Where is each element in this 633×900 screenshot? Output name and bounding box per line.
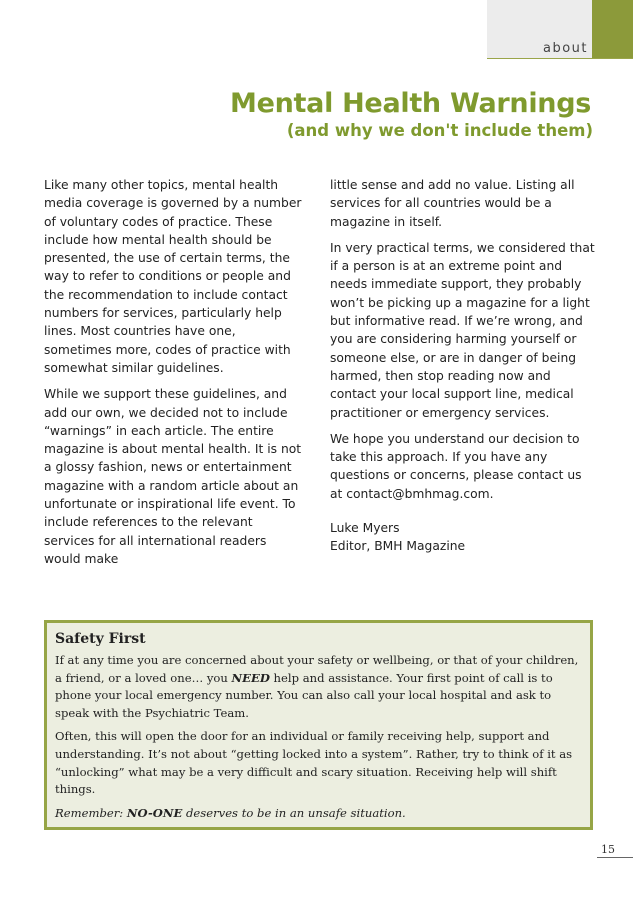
no-one-emphasis: NO-ONE [126,805,183,820]
page-title: Mental Health Warnings [230,88,591,119]
safety-text: If at any time you are concerned about your safety or wellbeing, or that of your children, a friend, or a loved one… you [55,653,579,685]
page-number-rule [597,857,633,858]
safety-paragraph [55,652,581,722]
remember-note [55,805,581,823]
safety-paragraph: Often, this will open the door for an individual or family receiving help, support and understanding. It’s not about “getting locked into a system”. Rather, try to think of it as “unlocking” what may be a very difficult and scary situation. Receiving help will shift things. [55,729,573,797]
signature-role: Editor, BMH Magazine [330,539,466,554]
page-number: 15 [601,843,615,856]
contact-text: We hope you understand our decision to take this approach. If you have any questions or concerns, please contact us at contact@bmhmag.com. [330,431,582,501]
body-paragraph: In very practical terms, we considered that if a person is at an extreme point and needs immediate support, they probably won’t be picking up a magazine for a light but informative read. If we’re wrong, and you are considering harming yourself or someone else, or are in danger of being harmed, then stop reading now and contact your local support line, medical practitioner or emergency services. [330,240,595,420]
remember-text: deserves to be in an unsafe situation. [182,805,406,820]
left-column [44,176,306,576]
right-column [330,176,595,556]
body-paragraph: little sense and add no value. Listing all services for all countries would be a magazine in itself. [330,178,575,229]
page-subtitle: (and why we don't include them) [286,121,593,140]
body-paragraph: Like many other topics, mental health media coverage is governed by a number of voluntary codes of practice. These include how mental health should be presented, the use of certain terms, the way to refer to conditions or people and the recommendation to include contact numbers for services, particularly help lines. Most countries have one, sometimes more, codes of practice with somewhat similar guidelines. [44,178,302,375]
safety-box-title: Safety First [55,631,146,647]
remember-label: Remember: [55,805,127,820]
need-emphasis: NEED [231,670,270,685]
header-rule [487,58,633,59]
safety-text: help and assistance. Your first point of call is to phone your local emergency number. You can also call your local hospital and ask to speak with the Psychiatric Team. [55,670,553,720]
safety-first-box [44,620,593,830]
signature-name: Luke Myers [330,521,400,536]
signature [330,519,595,556]
body-paragraph [330,430,595,503]
section-label: about [542,41,588,56]
body-paragraph: While we support these guidelines, and add our own, we decided not to include “warnings” in each article. The entire magazine is about mental health. It is not a glossy fashion, news or entertainment magazine with a random article about an unfortunate or inspirational life event. To include references to the relevant services for all international readers would make [44,387,302,566]
header-accent-block [592,0,633,58]
